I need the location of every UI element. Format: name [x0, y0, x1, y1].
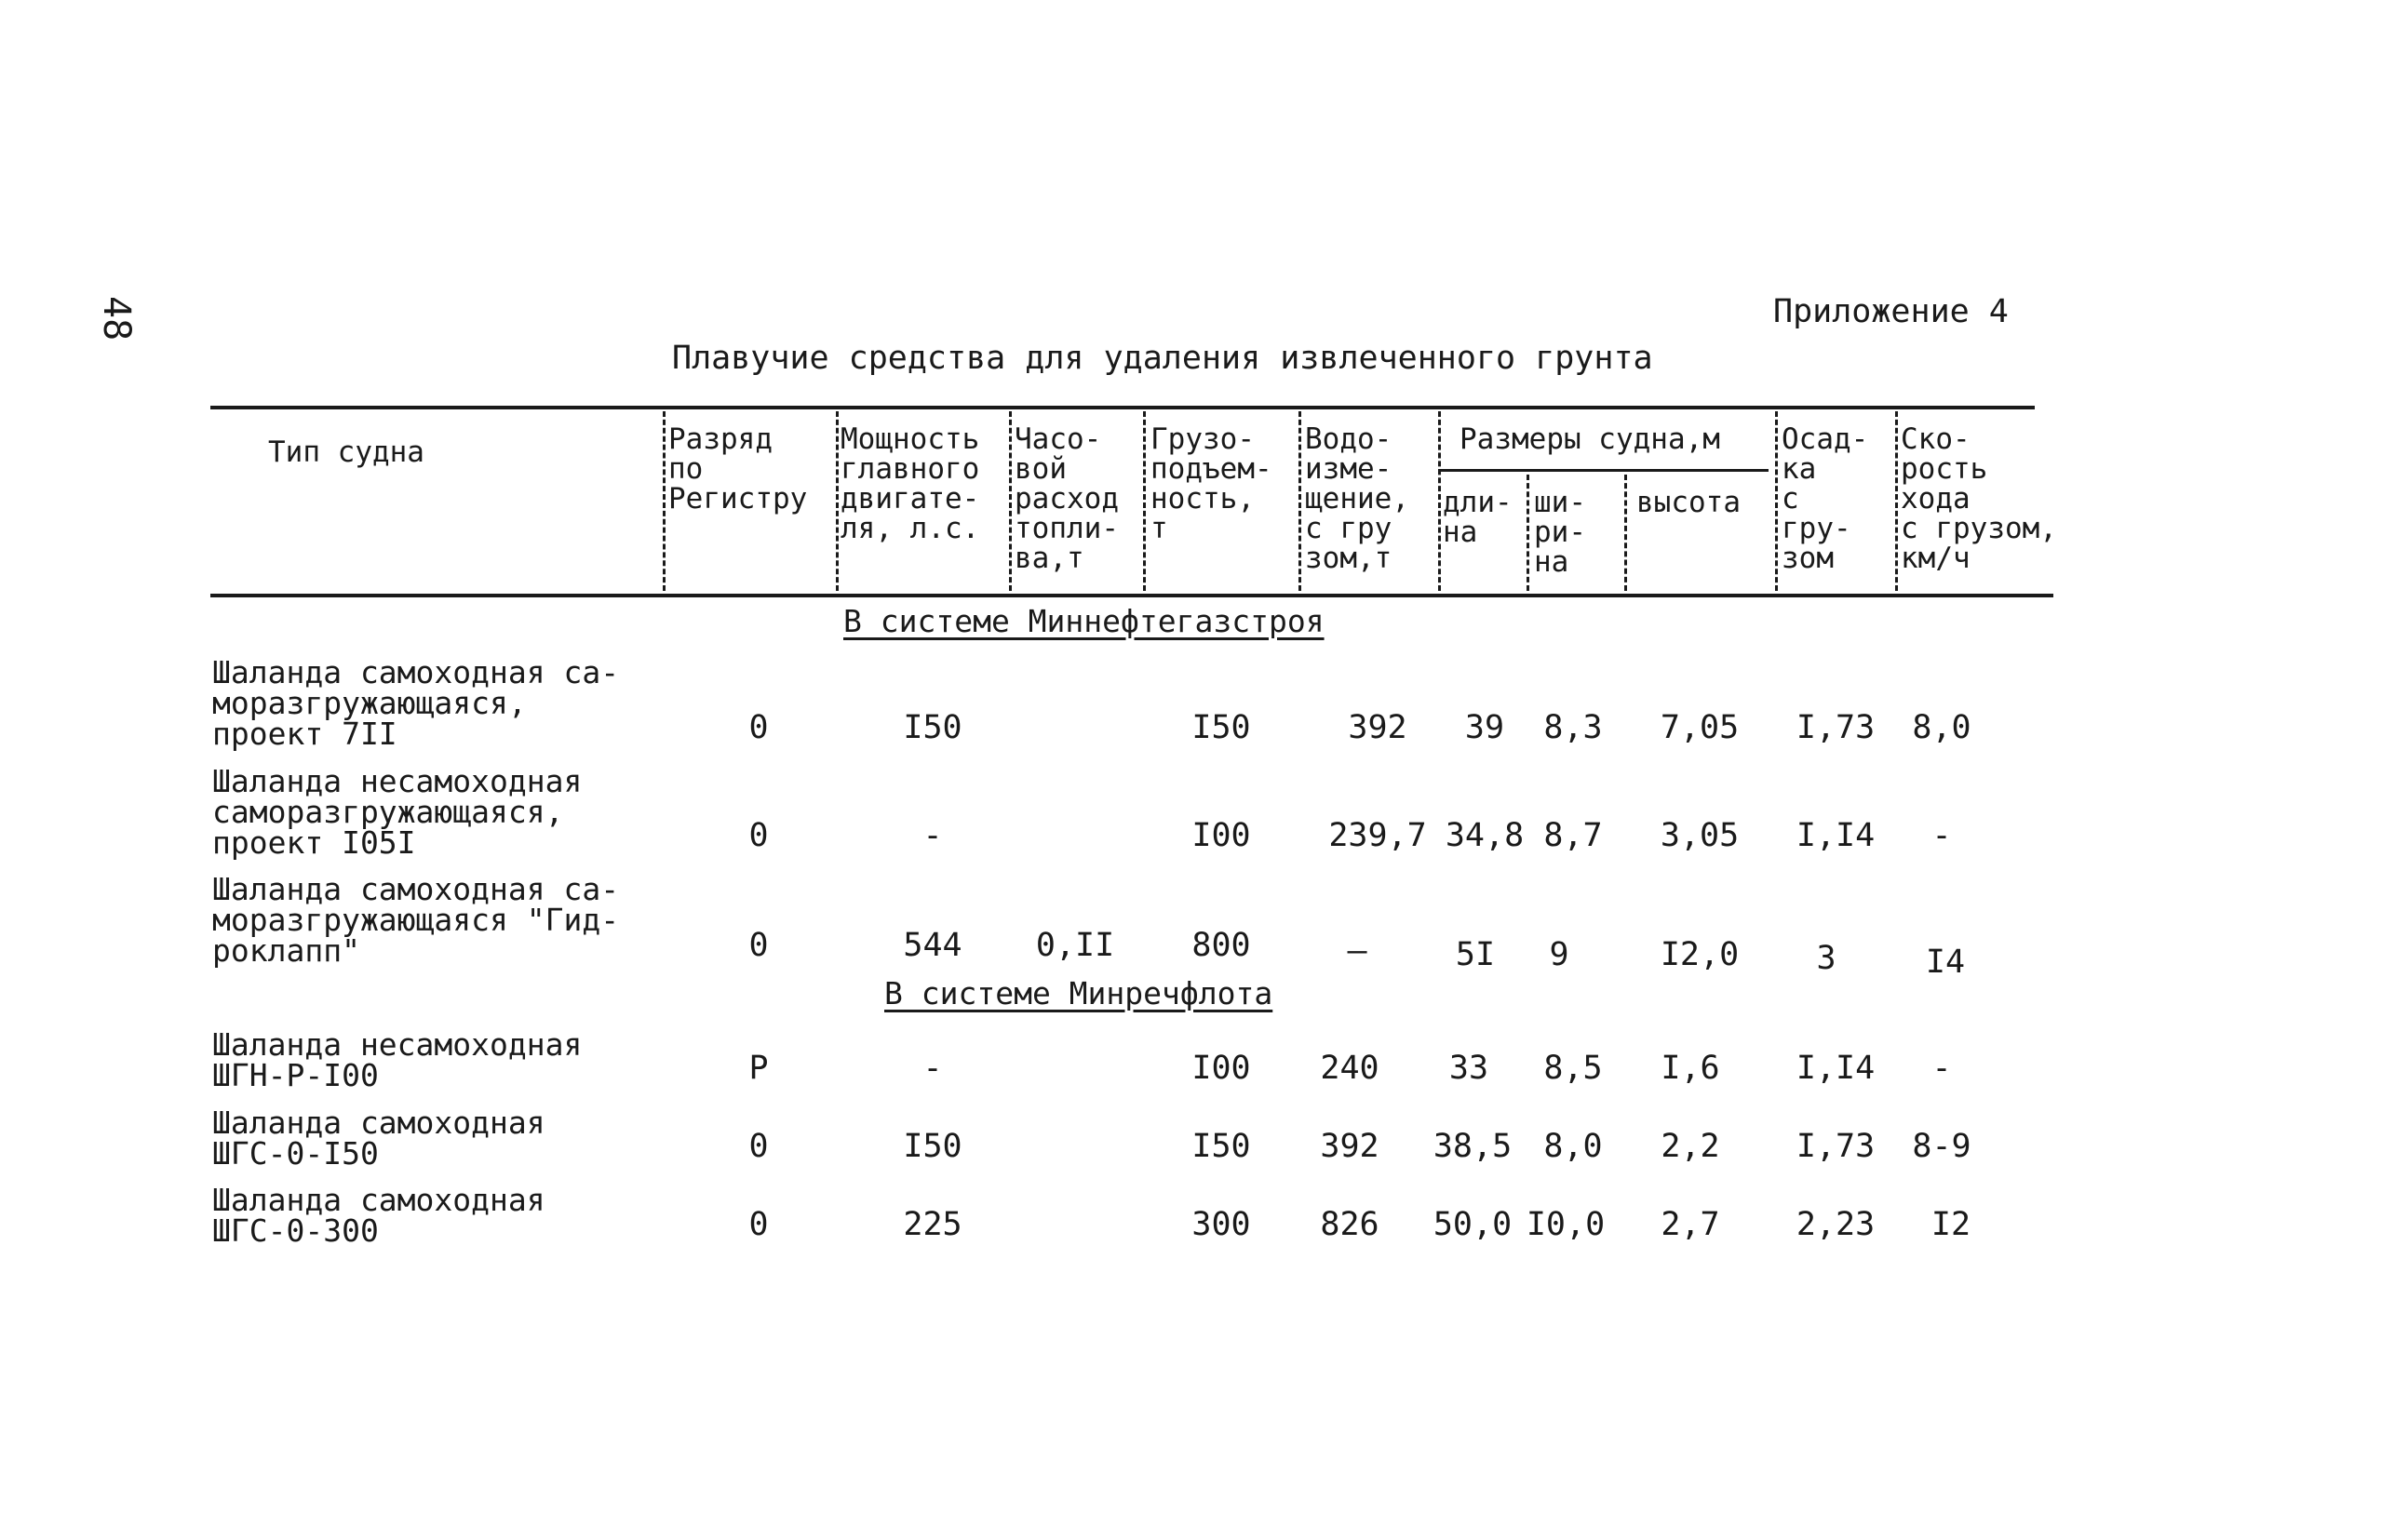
register-value: 0	[748, 927, 769, 964]
header-displacement: Водо- изме- щение, с гру зом,т	[1305, 422, 1409, 575]
draft-value: I,73	[1796, 709, 1876, 746]
displacement-value: —	[1347, 932, 1367, 970]
height-value: I2,0	[1660, 936, 1740, 973]
speed-value: 8,0	[1912, 709, 1971, 746]
power-value: -	[922, 817, 943, 854]
header-register: Разряд по Регистру	[668, 422, 808, 516]
header-length: дли- на	[1443, 486, 1513, 549]
draft-value: 2,23	[1796, 1206, 1876, 1243]
speed-value: -	[1931, 817, 1952, 854]
width-value: 8,5	[1543, 1050, 1603, 1087]
page-number: 48	[95, 296, 138, 341]
draft-value: I,I4	[1796, 1050, 1876, 1087]
register-value: 0	[748, 1206, 769, 1243]
capacity-value: 300	[1191, 1206, 1251, 1243]
header-bottom-rule	[210, 594, 2053, 597]
length-value: 5I	[1455, 936, 1496, 973]
table-title: Плавучие средства для удаления извлеченного грунта	[672, 340, 1653, 377]
displacement-value: 392	[1348, 709, 1407, 746]
speed-value: I2	[1930, 1206, 1971, 1243]
speed-value: 8-9	[1912, 1128, 1971, 1165]
header-speed: Ско- рость хода с грузом, км/ч	[1901, 422, 2057, 575]
power-value: I50	[903, 1128, 962, 1165]
capacity-value: I50	[1191, 709, 1251, 746]
height-value: 2,2	[1661, 1128, 1720, 1165]
width-value: 9	[1549, 936, 1569, 973]
height-value: 7,05	[1660, 709, 1740, 746]
length-value: 50,0	[1433, 1206, 1513, 1243]
capacity-value: 800	[1191, 927, 1251, 964]
header-power: Мощность главного двигате- ля, л.с.	[841, 422, 980, 545]
vessel-name: Шаланда самоходная ШГС-0-I50	[212, 1105, 545, 1172]
register-value: Р	[748, 1050, 769, 1087]
column-separator	[1527, 475, 1529, 591]
power-value: 225	[903, 1206, 962, 1243]
width-value: I0,0	[1526, 1206, 1606, 1243]
width-value: 8,7	[1543, 817, 1603, 854]
length-value: 39	[1464, 709, 1505, 746]
header-dimensions: Размеры судна,м	[1460, 422, 1720, 456]
fuel-value: 0,II	[1035, 927, 1115, 964]
header-draft: Осад- ка с гру- зом	[1782, 422, 1869, 575]
column-separator	[1009, 411, 1012, 591]
capacity-value: I00	[1191, 1050, 1251, 1087]
register-value: 0	[748, 817, 769, 854]
column-separator	[1895, 411, 1898, 591]
vessel-name: Шаланда самоходная ШГС-0-300	[212, 1182, 545, 1249]
displacement-value: 392	[1320, 1128, 1379, 1165]
appendix-label: Приложение 4	[1773, 293, 2009, 330]
height-value: I,6	[1661, 1050, 1720, 1087]
vessel-name: Шаланда самоходная са- моразгружающаяся, проект 7II	[212, 654, 620, 752]
vessel-name: Шаланда самоходная са- моразгружающаяся "Гид- роклапп"	[212, 871, 620, 969]
height-value: 3,05	[1660, 817, 1740, 854]
vessel-name: Шаланда несамоходная ШГН-Р-I00	[212, 1026, 583, 1093]
column-separator	[1143, 411, 1146, 591]
draft-value: 3	[1816, 940, 1836, 977]
column-separator	[1624, 475, 1627, 591]
length-value: 33	[1448, 1050, 1489, 1087]
height-value: 2,7	[1661, 1206, 1720, 1243]
column-separator	[663, 411, 666, 591]
dimensions-rule	[1438, 469, 1769, 472]
displacement-value: 826	[1320, 1206, 1379, 1243]
column-separator	[1438, 411, 1441, 591]
section-heading: В системе Миннефтегазстроя	[843, 603, 1325, 639]
width-value: 8,0	[1543, 1128, 1603, 1165]
header-height: высота	[1636, 486, 1741, 519]
displacement-value: 240	[1320, 1050, 1379, 1087]
speed-value: -	[1931, 1050, 1952, 1087]
header-capacity: Грузо- подъем- ность, т	[1150, 422, 1272, 545]
displacement-value: 239,7	[1328, 817, 1427, 854]
column-separator	[1298, 411, 1301, 591]
power-value: -	[922, 1050, 943, 1087]
draft-value: I,I4	[1796, 817, 1876, 854]
capacity-value: I00	[1191, 817, 1251, 854]
column-separator	[836, 411, 839, 591]
table-top-rule	[210, 406, 2035, 409]
power-value: I50	[903, 709, 962, 746]
speed-value: I4	[1925, 944, 1966, 981]
vessel-name: Шаланда несамоходная саморазгружающаяся, проект I05I	[212, 763, 583, 861]
draft-value: I,73	[1796, 1128, 1876, 1165]
column-separator	[1775, 411, 1778, 591]
width-value: 8,3	[1543, 709, 1603, 746]
header-fuel: Часо- вой расход топли- ва,т	[1015, 422, 1119, 575]
register-value: 0	[748, 1128, 769, 1165]
section-heading: В системе Минречфлота	[884, 975, 1273, 1011]
length-value: 34,8	[1445, 817, 1525, 854]
capacity-value: I50	[1191, 1128, 1251, 1165]
register-value: 0	[748, 709, 769, 746]
header-type: Тип судна	[268, 435, 424, 469]
header-width: ши- ри- на	[1534, 486, 1586, 579]
power-value: 544	[903, 927, 962, 964]
length-value: 38,5	[1433, 1128, 1513, 1165]
